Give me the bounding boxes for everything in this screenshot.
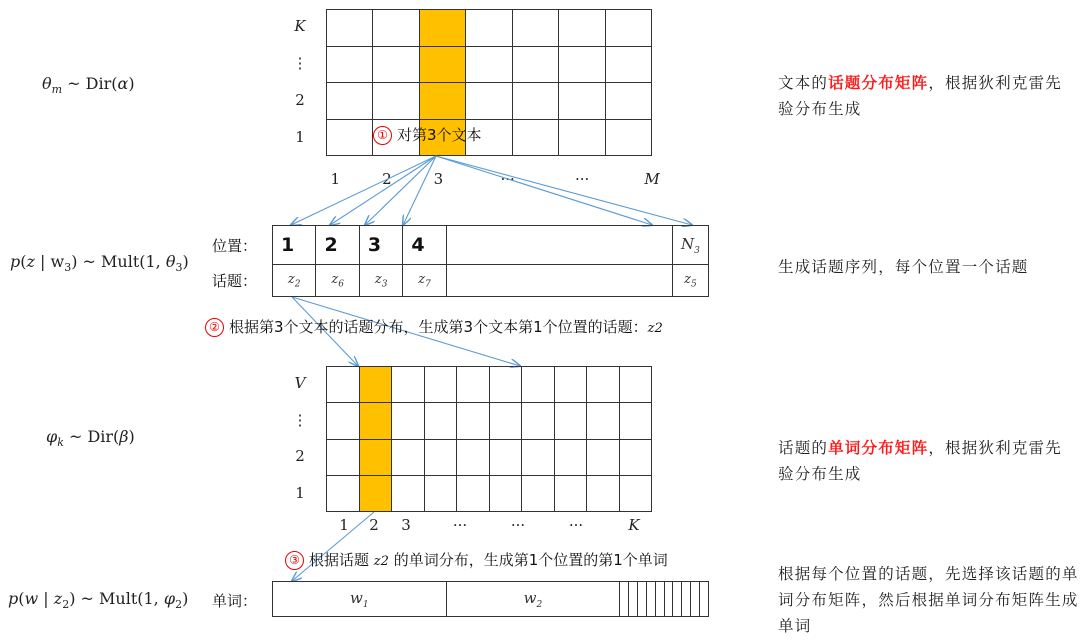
doc-topic-note: 文本的话题分布矩阵，根据狄利克雷先验分布生成 [778,74,1062,118]
pos-label: 位置： [212,237,258,255]
matrix-cell [424,367,457,403]
matrix-cell [522,403,555,439]
phi-formula: $\varphi_k$ ~ Dir(β) [46,427,135,450]
doc-topic-col-labels [326,170,660,190]
position-cell: 1 [273,226,316,265]
matrix-cell [392,475,425,511]
col-label: 3 [401,516,411,534]
topic-sequence-table [272,225,709,297]
word-label: 单词： [212,592,258,610]
word-cell [682,582,691,617]
step3-number: ③ [285,551,304,570]
matrix-cell [359,403,392,439]
matrix-cell [466,10,512,47]
step1-text: 对第3个文本 [397,126,482,144]
word-cell [620,582,629,617]
topic-cell: $z_5$ [672,265,708,297]
word-cell [638,582,647,617]
topic-cell: $z_7$ [403,265,446,297]
step1-label [373,124,482,145]
position-cell: $N_3$ [672,226,708,265]
matrix-cell [419,83,465,120]
matrix-cell [419,46,465,83]
step2-text: 根据第3个文本的话题分布，生成第3个文本第1个位置的话题： [229,318,648,336]
matrix-cell [392,439,425,475]
matrix-cell [587,367,620,403]
matrix-cell [559,10,605,47]
matrix-cell [373,46,419,83]
matrix-cell [619,475,652,511]
matrix-cell [424,475,457,511]
row-label: V [294,374,306,393]
topic-seq-note: 生成话题序列，每个位置一个话题 [778,258,1029,276]
matrix-cell [512,119,558,156]
word-cell [691,582,700,617]
word-cell [700,582,709,617]
matrix-cell [512,83,558,120]
position-cell: 4 [403,226,446,265]
step3-pre: 根据话题 [309,551,370,569]
topic-word-note: 话题的单词分布矩阵，根据狄利克雷先验分布生成 [778,439,1062,483]
word-cell: $w_2$ [446,582,620,617]
matrix-cell [554,439,587,475]
matrix-cell [489,403,522,439]
position-cell: 2 [316,226,359,265]
topic-word-row-labels [290,366,310,512]
col-label: 3 [433,170,444,188]
word-cell [646,582,655,617]
matrix-cell [554,475,587,511]
col-label: ··· [510,516,526,534]
topic-cell: $z_6$ [316,265,359,297]
matrix-cell [587,403,620,439]
matrix-cell [327,10,373,47]
matrix-cell [424,439,457,475]
row-label: ⋮ [292,410,308,429]
matrix-cell [457,475,490,511]
topic-cell: $z_3$ [359,265,402,297]
matrix-cell [619,367,652,403]
matrix-cell [559,83,605,120]
topic-word-matrix [326,366,652,512]
word-gen-note: 根据每个位置的话题，先选择该话题的单词分布矩阵，然后根据单词分布矩阵生成单词 [778,565,1079,635]
matrix-cell [392,367,425,403]
matrix-cell [327,439,360,475]
topic-cell: $z_2$ [273,265,316,297]
matrix-cell [373,83,419,120]
step3-post: 的单词分布，生成第1个位置的第1个单词 [393,551,668,569]
topic-seq-formula: p(z | $w_3$) ~ Mult(1, $\theta_3$) [10,252,189,275]
col-label: ··· [500,170,515,188]
step2-label [205,316,663,337]
row-label: 1 [295,127,305,146]
step1-number: ① [373,126,392,145]
matrix-cell [392,403,425,439]
matrix-cell [587,475,620,511]
matrix-cell [522,367,555,403]
word-cell: $w_1$ [273,582,447,617]
step3-label [285,549,668,570]
matrix-cell [619,439,652,475]
word-formula: p(w | $z_2$) ~ Mult(1, $\varphi_2$) [8,589,189,612]
position-cell: 3 [359,226,402,265]
col-label: ··· [452,516,468,534]
matrix-cell [619,403,652,439]
col-label: 2 [382,170,392,188]
matrix-cell [419,10,465,47]
matrix-cell [327,475,360,511]
matrix-cell [457,367,490,403]
col-label: 1 [339,516,349,534]
position-cell [446,226,672,265]
matrix-cell [554,367,587,403]
topic-label: 话题： [212,272,258,290]
matrix-cell [359,439,392,475]
matrix-cell [512,10,558,47]
word-cell [673,582,682,617]
row-label: ⋮ [292,54,308,73]
matrix-cell [605,46,651,83]
col-label: 1 [330,170,341,188]
col-label: ··· [568,516,584,534]
doc-topic-row-labels [290,9,310,156]
matrix-cell [554,403,587,439]
matrix-cell [587,439,620,475]
matrix-cell [359,475,392,511]
theta-formula: $\theta_m$ ~ Dir(α) [42,74,135,97]
matrix-cell [327,403,360,439]
matrix-cell [489,367,522,403]
row-label: K [294,17,306,36]
word-cell [664,582,673,617]
matrix-cell [605,83,651,120]
row-label: 2 [295,90,305,109]
matrix-cell [327,119,373,156]
matrix-cell [489,475,522,511]
matrix-cell [466,46,512,83]
matrix-cell [559,119,605,156]
row-label: 2 [295,447,305,466]
row-label: 1 [295,483,305,502]
matrix-cell [512,46,558,83]
topic-word-col-labels [326,516,652,536]
matrix-cell [359,367,392,403]
word-sequence-table [272,581,709,617]
matrix-cell [457,403,490,439]
step2-number: ② [205,318,224,337]
matrix-cell [605,10,651,47]
col-label: ··· [574,170,590,188]
word-cell [629,582,638,617]
matrix-cell [327,46,373,83]
matrix-cell [373,10,419,47]
matrix-cell [457,439,490,475]
topic-cell [446,265,672,297]
step2-var: z2 [647,321,663,336]
col-label: M [644,170,660,188]
matrix-cell [522,439,555,475]
matrix-cell [327,83,373,120]
matrix-cell [466,83,512,120]
col-label: 2 [369,516,379,534]
word-cell [655,582,664,617]
col-label: K [628,516,640,534]
matrix-cell [327,367,360,403]
matrix-cell [424,403,457,439]
matrix-cell [489,439,522,475]
doc-arrows [291,156,692,225]
matrix-cell [522,475,555,511]
matrix-cell [559,46,605,83]
step3-var: z2 [373,554,389,569]
matrix-cell [605,119,651,156]
